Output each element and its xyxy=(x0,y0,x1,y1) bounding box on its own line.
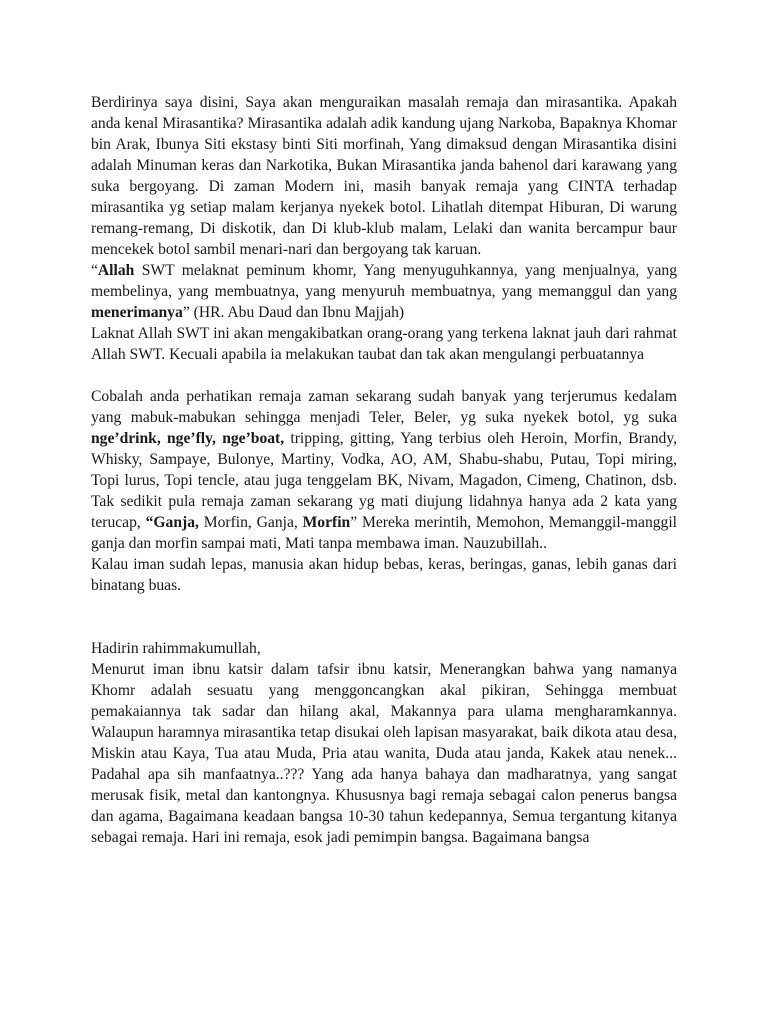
paragraph-gap xyxy=(91,365,677,386)
document-body xyxy=(91,92,677,848)
remaja-text-d: ” Mereka merintih, Memohon, Memanggil-manggil ganja dan morfin sampai mati, Mati tanpa membawa iman. Nauzubillah.. xyxy=(91,514,677,552)
hadith-open-quote: “ xyxy=(91,262,98,279)
paragraph-intro: Berdirinya saya disini, Saya akan menguraikan masalah remaja dan mirasantika. Apakah anda kenal Mirasantika? Mirasantika adalah adik kandung ujang Narkoba, Bapaknya Khomar bin Arak, Ibunya Siti ekstasy binti Siti morfinah, Yang dimaksud dengan Mirasantika disini adalah Minuman keras dan Narkotika, Bukan Mirasantika janda bahenol dari karawang yang suka bergoyang. Di zaman Modern ini, masih banyak remaja yang CINTA terhadap mirasantika yg setiap malam kerjanya nyekek botol. Lihatlah ditempat Hiburan, Di warung remang-remang, Di diskotik, dan Di klub-klub malam, Lelaki dan wanita bercampur baur mencekek botol sambil menari-nari dan bergoyang tak karuan. xyxy=(91,94,677,258)
remaja-text-c: Morfin, Ganja, xyxy=(198,514,303,531)
hadith-menerimanya: menerimanya xyxy=(91,304,183,321)
paragraph-gap xyxy=(91,596,677,638)
paragraph-hadith xyxy=(91,260,677,323)
hadith-source: ” (HR. Abu Daud dan Ibnu Majjah) xyxy=(182,304,405,321)
hadith-text: SWT melaknat peminum khomr, Yang menyuguhkannya, yang menjualnya, yang membelinya, yang membuatnya, yang menyuruh membuatnya, yang memanggul dan yang xyxy=(91,262,677,300)
greeting-line: Hadirin rahimmakumullah, xyxy=(91,640,261,657)
paragraph-laknat: Laknat Allah SWT ini akan mengakibatkan orang-orang yang terkena laknat jauh dari rahmat Allah SWT. Kecuali apabila ia melakukan taubat dan tak akan mengulangi perbuatannya xyxy=(91,325,677,363)
remaja-bold-slang: nge’drink, nge’fly, nge’boat, xyxy=(91,430,285,447)
hadith-allah: Allah xyxy=(97,262,135,279)
remaja-text-a: Cobalah anda perhatikan remaja zaman sekarang sudah banyak yang terjerumus kedalam yang mabuk-mabukan sehingga menjadi Teler, Beler, yg suka nyekek botol, yg suka xyxy=(91,388,677,426)
remaja-bold-ganja: “Ganja, xyxy=(145,514,199,531)
remaja-bold-morfin: Morfin xyxy=(302,514,351,531)
paragraph-remaja xyxy=(91,386,677,554)
remaja-text-b: tripping, gitting, Yang terbius oleh Heroin, Morfin, Brandy, Whisky, Sampaye, Bulonye, Martiny, Vodka, AO, AM, Shabu-shabu, Putau, Topi miring, Topi lurus, Topi tencle, atau juga tenggelam BK, Nivam, Magadon, Cimeng, Chatinon, dsb. Tak sedikit pula remaja zaman sekarang yg mati diujung lidahnya hanya ada 2 kata yang terucap, xyxy=(91,430,678,531)
paragraph-iman: Kalau iman sudah lepas, manusia akan hidup bebas, keras, beringas, ganas, lebih ganas dari binatang buas. xyxy=(91,556,677,594)
paragraph-ibnu-katsir: Menurut iman ibnu katsir dalam tafsir ibnu katsir, Menerangkan bahwa yang namanya Khomr adalah sesuatu yang menggoncangkan akal pikiran, Sehingga membuat pemakaiannya tak sadar dan hilang akal, Makannya para ulama mengharamkannya. Walaupun haramnya mirasantika tetap disukai oleh lapisan masyarakat, baik dikota atau desa, Miskin atau Kaya, Tua atau Muda, Pria atau wanita, Duda atau janda, Kakek atau nenek... Padahal apa sih manfaatnya..??? Yang ada hanya bahaya dan madharatnya, yang sangat merusak fisik, metal dan kantongnya. Khususnya bagi remaja sebagai calon penerus bangsa dan agama, Bagaimana keadaan bangsa 10-30 tahun kedepannya, Semua tergantung kitanya sebagai remaja. Hari ini remaja, esok jadi pemimpin bangsa. Bagaimana bangsa xyxy=(91,661,677,846)
